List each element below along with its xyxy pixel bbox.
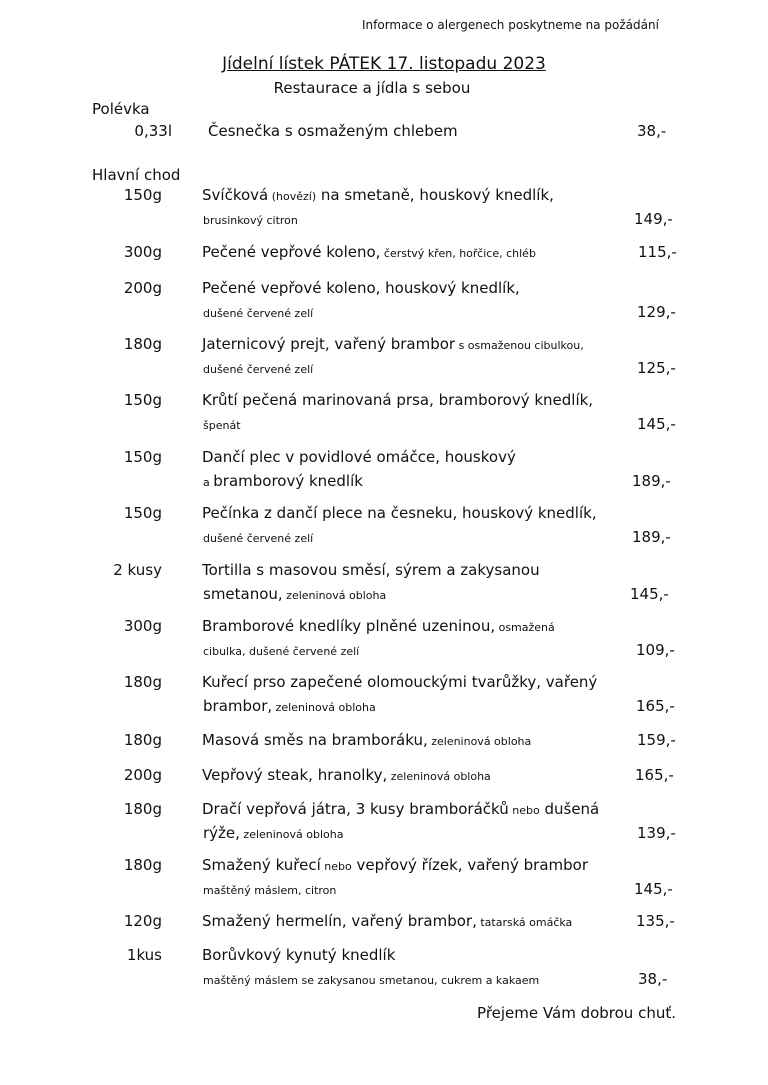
menu-item-detail [203,210,298,228]
menu-item-price: 189,- [632,528,671,546]
soup-qty: 0,33l [134,122,172,140]
menu-item-name-main: Smažený kuřecí [202,856,321,874]
menu-item-detail-note: zeleninová obloha [282,589,387,602]
menu-item-name [202,391,593,409]
menu-item-detail-note: dušené červené zelí [203,307,314,320]
menu-item-name [202,186,554,204]
menu-item-detail-note: maštěný máslem, citron [203,884,337,897]
menu-item-detail [203,303,313,321]
menu-item-price: 38,- [638,970,668,988]
menu-item-detail-note: dušené červené zelí [203,532,314,545]
menu-item-name-note: s osmaženou cibulkou, [455,339,584,352]
menu-item-qty: 180g [123,673,162,691]
menu-item-name-note: čerstvý křen, hořčice, chléb [380,247,536,260]
menu-item-price: 135,- [636,912,675,930]
menu-item-price: 115,- [638,243,677,261]
menu-item-detail-note: maštěný máslem se zakysanou smetanou, cukrem a kakaem [203,974,540,987]
menu-item-price: 165,- [635,766,674,784]
menu-item-name-main: Kuřecí prso zapečené olomouckými tvarůžky, vařený [202,673,598,691]
menu-item-detail-note: zeleninová obloha [272,701,376,714]
menu-item-detail-note: špenát [203,419,241,432]
menu-item-name-main: Pečené vepřové koleno, [202,243,381,261]
menu-item-price: 139,- [637,824,676,842]
menu-item-qty: 150g [123,186,162,204]
menu-item-qty: 2 kusy [113,561,162,579]
allergen-note: Informace o alergenech poskytneme na požádání [362,18,659,32]
menu-item-price: 145,- [634,880,673,898]
menu-item-name-note: osmažená [495,621,555,634]
menu-item-price: 109,- [636,641,675,659]
soup-section-label: Polévka [92,100,150,118]
menu-item-detail [203,641,359,659]
menu-item-qty: 200g [123,279,162,297]
menu-item-qty: 180g [123,856,162,874]
menu-item-detail-main: bramborový knedlík [213,472,363,490]
menu-item-qty: 120g [123,912,162,930]
menu-item-name [202,766,491,784]
menu-item-detail-main: brambor, [203,697,273,715]
menu-item-name-main: Bramborové knedlíky plněné uzeninou, [202,617,496,635]
menu-item-detail [203,472,363,490]
menu-item-qty: 150g [123,504,162,522]
menu-item-name-main: Dančí plec v povidlové omáčce, houskový [202,448,516,466]
menu-item-name-note: nebo [508,804,540,817]
menu-item-name-main: Masová směs na bramboráku, [202,731,428,749]
menu-item-name [202,800,599,818]
menu-item-price: 189,- [632,472,671,490]
menu-item-detail-note: brusinkový citron [203,214,298,227]
menu-item-name [202,448,516,466]
menu-item-detail-prefix: a [203,476,214,489]
menu-item-name-note: (hovězí) [268,190,317,203]
menu-item-name-cont: dušená [539,800,600,818]
menu-item-detail [203,970,539,988]
menu-item-name [202,561,540,579]
menu-item-name [202,856,588,874]
menu-item-name-main: Pečínka z dančí plece na česneku, houskový knedlík, [202,504,597,522]
menu-item-name [202,504,597,522]
menu-item-qty: 200g [123,766,162,784]
menu-item-price: 149,- [634,210,673,228]
menu-item-name-note: nebo [320,860,352,873]
menu-item-detail [203,880,336,898]
menu-subtitle: Restaurace a jídla s sebou [273,79,471,97]
main-section-label: Hlavní chod [92,166,181,184]
menu-item-name-main: Tortilla s masovou směsí, sýrem a zakysanou [202,561,540,579]
menu-item-qty: 300g [123,617,162,635]
menu-item-qty: 150g [123,391,162,409]
menu-item-detail [203,697,376,715]
menu-item-qty: 1kus [126,946,162,964]
menu-title: Jídelní lístek PÁTEK 17. listopadu 2023 [222,54,546,74]
menu-item-price: 165,- [636,697,675,715]
menu-item-detail-main: smetanou, [203,585,283,603]
menu-item-detail-note: cibulka, dušené červené zelí [203,645,360,658]
menu-item-qty: 150g [123,448,162,466]
menu-item-name-main: Krůtí pečená marinovaná prsa, bramborový knedlík, [202,391,594,409]
menu-item-name-main: Smažený hermelín, vařený brambor, [202,912,477,930]
menu-item-qty: 180g [123,731,162,749]
menu-item-detail-note: dušené červené zelí [203,363,314,376]
menu-item-name [202,731,531,749]
menu-item-price: 129,- [637,303,676,321]
soup-name: Česnečka s osmaženým chlebem [208,122,458,140]
menu-item-name-note: tatarská omáčka [476,916,573,929]
menu-item-name [202,617,555,635]
menu-item-name-note: zeleninová obloha [427,735,532,748]
menu-item-name [202,912,572,930]
menu-item-detail [203,415,241,433]
menu-item-detail [203,824,343,842]
menu-item-price: 145,- [630,585,669,603]
soup-price: 38,- [637,122,667,140]
menu-item-price: 145,- [637,415,676,433]
menu-item-name [202,946,395,964]
menu-item-name-main: Vepřový steak, hranolky, [202,766,388,784]
menu-item-name [202,279,520,297]
menu-item-name-main: Jaternicový prejt, vařený brambor [202,335,456,353]
menu-item-price: 125,- [637,359,676,377]
menu-item-price: 159,- [637,731,676,749]
menu-item-name-main: Dračí vepřová játra, 3 kusy bramboráčků [202,800,509,818]
menu-item-name-cont: vepřový řízek, vařený brambor [351,856,588,874]
menu-item-detail [203,359,313,377]
menu-item-name-note: zeleninová obloha [387,770,491,783]
menu-item-name [202,335,584,353]
menu-item-detail [203,585,386,603]
menu-item-name [202,243,536,261]
menu-item-detail-note: zeleninová obloha [239,828,344,841]
menu-item-qty: 300g [123,243,162,261]
menu-item-detail [203,528,313,546]
menu-item-detail-main: rýže, [203,824,240,842]
menu-item-name [202,673,597,691]
closing-note: Přejeme Vám dobrou chuť. [477,1004,676,1022]
menu-item-name-main: Borůvkový kynutý knedlík [202,946,396,964]
menu-item-name-main: Svíčková [202,186,269,204]
menu-item-qty: 180g [123,800,162,818]
menu-item-name-main: Pečené vepřové koleno, houskový knedlík, [202,279,520,297]
menu-item-qty: 180g [123,335,162,353]
menu-item-name-cont: na smetaně, houskový knedlík, [316,186,554,204]
